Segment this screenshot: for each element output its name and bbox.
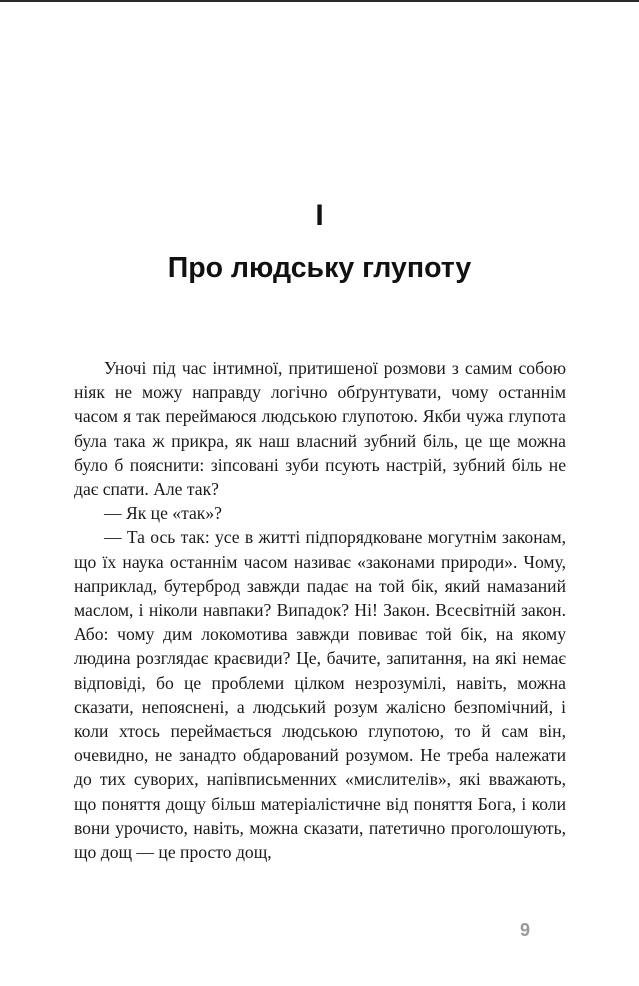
body-text: [74, 356, 566, 864]
chapter-number: I: [315, 199, 324, 232]
page-number: 9: [519, 920, 530, 940]
paragraph-2: — Як це «так»?: [104, 503, 222, 524]
paragraph-1: Уночі під час інтимної, притишеної розмови з самим собою ніяк не можу направду логічно обґрунтувати, чому останнім часом я так переймаюся людською глупотою. Якби чужа глупота була така ж прикра, як наш власний зубний біль, це ще можна було б пояснити: зіпсовані зуби псують настрій, зубний біль не дає спати. Але так?: [74, 358, 566, 500]
paragraph-3: — Та ось так: усе в житті підпорядковане могутнім законам, що їх наука останнім часом називає «законами природи». Чому, наприклад, бутерброд завжди падає на той бік, який намазаний маслом, і ніколи навпаки? Випадок? Ні! Закон. Всесвітній закон. Або: чому дим локомотива завжди повиває той бік, на якому людина розглядає краєвиди? Це, бачите, запитання, на які немає відповіді, бо це проблеми цілком незрозумілі, навіть, можна сказати, непояснені, а людський розум жалісно безпомічний, і коли хтось переймається людською глупотою, то й сам він, очевидно, не занадто обдарований розумом. Не треба належати до тих суворих, напівписьменних «мислителів», які вважають, що поняття дощу більш матеріалістичне від поняття Бога, і коли вони урочисто, навіть, можна сказати, патетично проголошують, що дощ — це просто дощ,: [74, 527, 566, 863]
top-border-line: [0, 0, 639, 2]
chapter-title: Про людську глупоту: [167, 252, 472, 284]
